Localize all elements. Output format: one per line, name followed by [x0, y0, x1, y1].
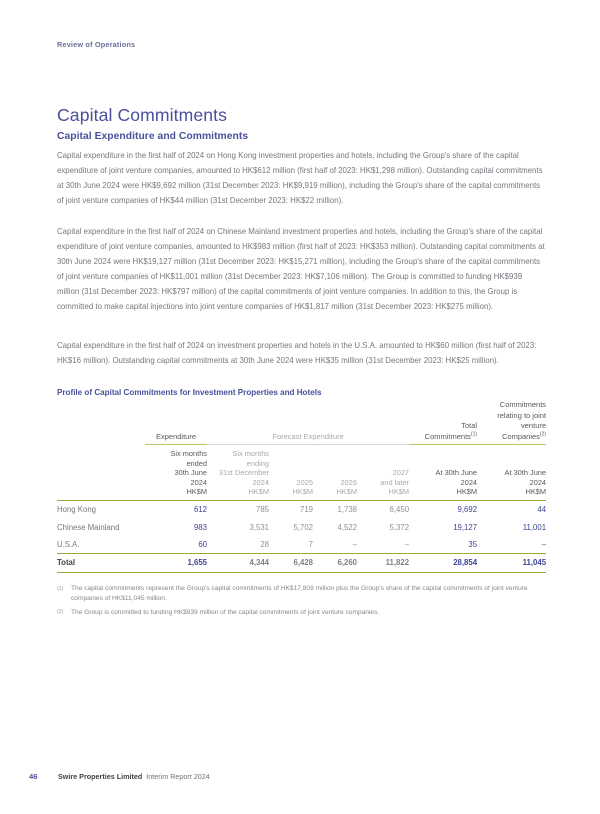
cell-usa-c4: – [352, 539, 357, 549]
sub-header-col-2-line-1: Six months [232, 449, 269, 458]
cell-total-c3: 6,428 [269, 554, 313, 572]
table-row [57, 500, 546, 518]
cell-chinese-mainland-c7: 11,001 [522, 522, 547, 532]
row-label-total: Total [57, 554, 145, 572]
cell-hong-kong-c4: 1,738 [337, 505, 357, 515]
table-row [57, 518, 546, 535]
cell-chinese-mainland-c5: 5,372 [389, 522, 410, 532]
group-header-total-commitments-label: Total Commitments [424, 421, 478, 441]
cell-total-c5: 11,822 [357, 554, 409, 572]
sub-header-col-2-line-5: HK$M [248, 487, 269, 497]
cell-chinese-mainland-c4: 4,522 [337, 522, 357, 532]
sub-header-col-4 [313, 445, 357, 501]
cell-hong-kong-c6: 9,692 [457, 505, 478, 515]
sub-header-col-5 [357, 445, 409, 501]
row-label-hong-kong: Hong Kong [57, 505, 97, 515]
page-number: 46 [29, 772, 38, 781]
row-label-chinese-mainland: Chinese Mainland [57, 522, 120, 532]
cell-usa-c1: 60 [198, 539, 207, 549]
cell-chinese-mainland-c1: 983 [193, 522, 207, 532]
sub-header-col-7-line-2: 2024 [529, 477, 547, 487]
running-head: Review of Operations [57, 40, 136, 49]
footnote-marker-2: (2) [539, 431, 547, 437]
group-header-commitments-jv [477, 400, 546, 445]
sub-header-col-3-line-2: HK$M [292, 487, 313, 497]
sub-header-col-1-line-4: 2024 [190, 477, 207, 487]
paragraph-hong-kong: Capital expenditure in the first half of 2024 on Hong Kong investment properties and hotels, including the Group's share of the capital expenditure of joint venture companies, amounted to HK$612 million (first half of 2023: HK$1,298 million). Outstanding capital commitments at 30th June 2024 were HK$9,692 million (31st December 2023: HK$9,919 million), including the Group's share of the capital commitments of joint venture companies of HK$44 million (31st December 2023: HK$22 million). [57, 150, 543, 206]
cell-total-c6: 28,854 [409, 554, 477, 572]
cell-hong-kong-c5: 6,450 [389, 505, 410, 515]
group-header-commitments-jv-label: Commitments relating to joint venture Companies [497, 400, 547, 441]
cell-total-c4: 6,260 [313, 554, 357, 572]
cell-usa-c2: 28 [260, 539, 269, 549]
table-sub-header-row [57, 445, 546, 501]
footnote-item [57, 584, 546, 603]
sub-header-col-2-line-3: 31st December [218, 468, 269, 478]
cell-usa-c3: 7 [308, 539, 313, 549]
sub-header-col-4-line-1: 2026 [340, 477, 357, 487]
cell-usa-c7: – [541, 539, 547, 549]
sub-header-col-7-line-3: HK$M [525, 487, 547, 497]
cell-hong-kong-c3: 719 [299, 505, 313, 515]
group-header-expenditure: Expenditure [145, 400, 207, 445]
footnote-1-text: The capital commitments represent the Group's capital commitments of HK$17,809 million plus the Group's share of the capital commitments of joint venture companies of HK$11,045 million. [71, 585, 528, 602]
cell-hong-kong-c7: 44 [537, 505, 547, 515]
footnote-2-marker: (2) [57, 609, 64, 616]
sub-header-col-6-line-3: HK$M [456, 487, 478, 497]
sub-header-col-1-line-3: 30th June [174, 468, 207, 478]
sub-header-col-2-line-4: 2024 [252, 477, 269, 487]
sub-header-col-6-line-2: 2024 [460, 477, 478, 487]
cell-hong-kong-c2: 785 [255, 505, 269, 515]
table-title: Profile of Capital Commitments for Investment Properties and Hotels [57, 388, 322, 397]
sub-header-col-1 [145, 445, 207, 501]
sub-header-col-7 [477, 445, 546, 501]
cell-usa-c5: – [404, 539, 410, 549]
cell-total-c2: 4,344 [207, 554, 269, 572]
page-footer [29, 772, 210, 781]
group-header-total-commitments [409, 400, 477, 445]
sub-header-col-5-line-3: HK$M [388, 487, 410, 497]
table-bottom-rule [57, 572, 546, 573]
sub-header-col-5-line-1: 2027 [392, 468, 410, 478]
sub-header-col-3-line-1: 2025 [296, 477, 313, 487]
cell-chinese-mainland-c6: 19,127 [453, 522, 478, 532]
footnote-item [57, 608, 546, 618]
sub-header-col-3 [269, 445, 313, 501]
sub-header-col-7-line-1: At 30th June [504, 468, 547, 478]
cell-chinese-mainland-c2: 3,531 [249, 522, 269, 532]
sub-header-col-4-line-2: HK$M [336, 487, 357, 497]
paragraph-usa: Capital expenditure in the first half of 2024 on investment properties and hotels in the U.S.A. amounted to HK$60 million (first half of 2023: HK$16 million). Outstanding capital commitments at 30th June 2024 were HK$35 million (31st December 2023: HK$25 million). [57, 340, 537, 365]
paragraph-chinese-mainland: Capital expenditure in the first half of 2024 on Chinese Mainland investment properties and hotels, including the Group's share of the capital expenditure of joint venture companies, amounted to HK$983 million (first half of 2023: HK$353 million). Outstanding capital commitments at 30th June 2024 were HK$19,127 million (31st December 2023: HK$15,271 million), including the Group's share of the capital commitments of joint venture companies of HK$11,001 million (31st December 2023: HK$7,106 million). The Group is committed to funding HK$939 million (31st December 2023: HK$797 million) of the capital commitments of joint venture companies. In addition to this, the Group is committed to make capital injections into joint venture companies of HK$1,817 million (31st December 2023: HK$275 million). [57, 226, 545, 312]
sub-header-col-2-line-2: ending [246, 458, 269, 468]
sub-header-spacer [57, 445, 145, 501]
group-header-spacer [57, 400, 145, 445]
footer-report-name: Interim Report 2024 [146, 772, 210, 781]
sub-header-col-1-line-5: HK$M [186, 487, 207, 497]
row-label-usa: U.S.A. [57, 539, 80, 549]
sub-header-col-6 [409, 445, 477, 501]
page-title: Capital Commitments [57, 104, 228, 125]
cell-hong-kong-c1: 612 [193, 505, 207, 515]
group-header-forecast-expenditure: Forecast Expenditure [207, 400, 409, 445]
sub-header-col-1-line-1: Six months [170, 449, 207, 458]
capital-commitments-table [57, 400, 546, 572]
cell-chinese-mainland-c3: 5,702 [293, 522, 313, 532]
sub-header-col-1-line-2: ended [186, 458, 207, 468]
sub-header-col-5-line-2: and later [380, 477, 410, 487]
sub-header-col-6-line-1: At 30th June [435, 468, 478, 478]
sub-header-col-2 [207, 445, 269, 501]
cell-total-c1: 1,655 [145, 554, 207, 572]
cell-total-c7: 11,045 [477, 554, 546, 572]
footnote-1-marker: (1) [57, 585, 64, 592]
table-group-header-row [57, 400, 546, 445]
footnote-marker-1: (1) [470, 431, 478, 437]
cell-usa-c6: 35 [468, 539, 478, 549]
footnotes-block [57, 584, 546, 622]
section-subtitle: Capital Expenditure and Commitments [57, 130, 249, 142]
capital-commitments-table-wrapper [57, 400, 546, 573]
footnote-2-text: The Group is committed to funding HK$939 million of the capital commitments of joint venture companies. [71, 608, 380, 616]
footer-company-name: Swire Properties Limited [58, 772, 143, 781]
table-row [57, 536, 546, 554]
table-total-row [57, 554, 546, 572]
